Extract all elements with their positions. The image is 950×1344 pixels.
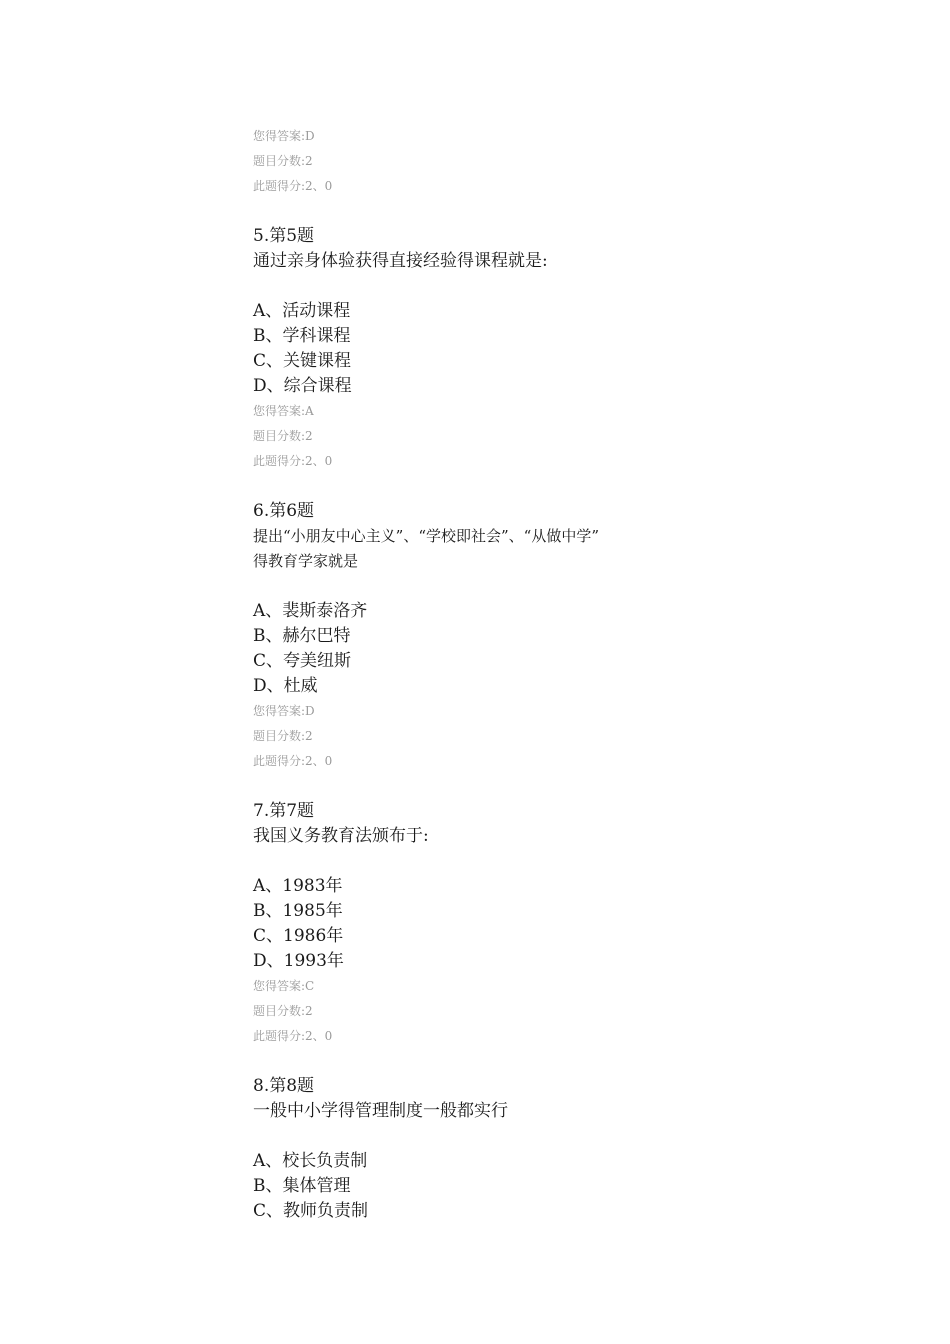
option-c: C、1986年 — [253, 926, 344, 946]
your-answer: 您得答案:A — [253, 404, 314, 418]
question-stem-line-1: 提出“小朋友中心主义”、“学校即社会”、“从做中学” — [253, 527, 600, 545]
option-c: C、教师负责制 — [253, 1201, 369, 1221]
question-points: 题目分数:2 — [253, 729, 313, 743]
option-a: A、裴斯泰洛齐 — [253, 601, 368, 621]
question-title: 8.第8题 — [253, 1076, 315, 1096]
option-a: A、1983年 — [253, 876, 343, 896]
question-5 — [253, 224, 853, 474]
option-a: A、活动课程 — [253, 301, 351, 321]
question-title: 5.第5题 — [253, 226, 315, 246]
question-stem: 我国义务教育法颁布于: — [253, 826, 429, 846]
question-score: 此题得分:2、0 — [253, 454, 333, 468]
question-stem-line-2: 得教育学家就是 — [253, 552, 359, 570]
question-points: 题目分数:2 — [253, 429, 313, 443]
question-score: 此题得分:2、0 — [253, 179, 333, 193]
your-answer: 您得答案:D — [253, 129, 315, 143]
question-title: 7.第7题 — [253, 801, 315, 821]
question-stem: 一般中小学得管理制度一般都实行 — [253, 1101, 508, 1121]
option-c: C、夸美纽斯 — [253, 651, 352, 671]
question-7 — [253, 799, 853, 1049]
question-stem: 通过亲身体验获得直接经验得课程就是: — [253, 251, 548, 271]
prev-result — [253, 124, 853, 199]
option-b: B、学科课程 — [253, 326, 351, 346]
option-d: D、综合课程 — [253, 376, 352, 396]
option-d: D、杜威 — [253, 676, 318, 696]
option-d: D、1993年 — [253, 951, 344, 971]
option-a: A、校长负责制 — [253, 1151, 368, 1171]
question-6 — [253, 499, 853, 774]
question-points: 题目分数:2 — [253, 1004, 313, 1018]
question-score: 此题得分:2、0 — [253, 1029, 333, 1043]
option-b: B、集体管理 — [253, 1176, 351, 1196]
question-8 — [253, 1074, 853, 1224]
question-points: 题目分数:2 — [253, 154, 313, 168]
question-title: 6.第6题 — [253, 501, 315, 521]
option-c: C、关键课程 — [253, 351, 352, 371]
question-score: 此题得分:2、0 — [253, 754, 333, 768]
your-answer: 您得答案:D — [253, 704, 315, 718]
option-b: B、1985年 — [253, 901, 343, 921]
page-content — [253, 124, 853, 1224]
your-answer: 您得答案:C — [253, 979, 315, 993]
option-b: B、赫尔巴特 — [253, 626, 351, 646]
